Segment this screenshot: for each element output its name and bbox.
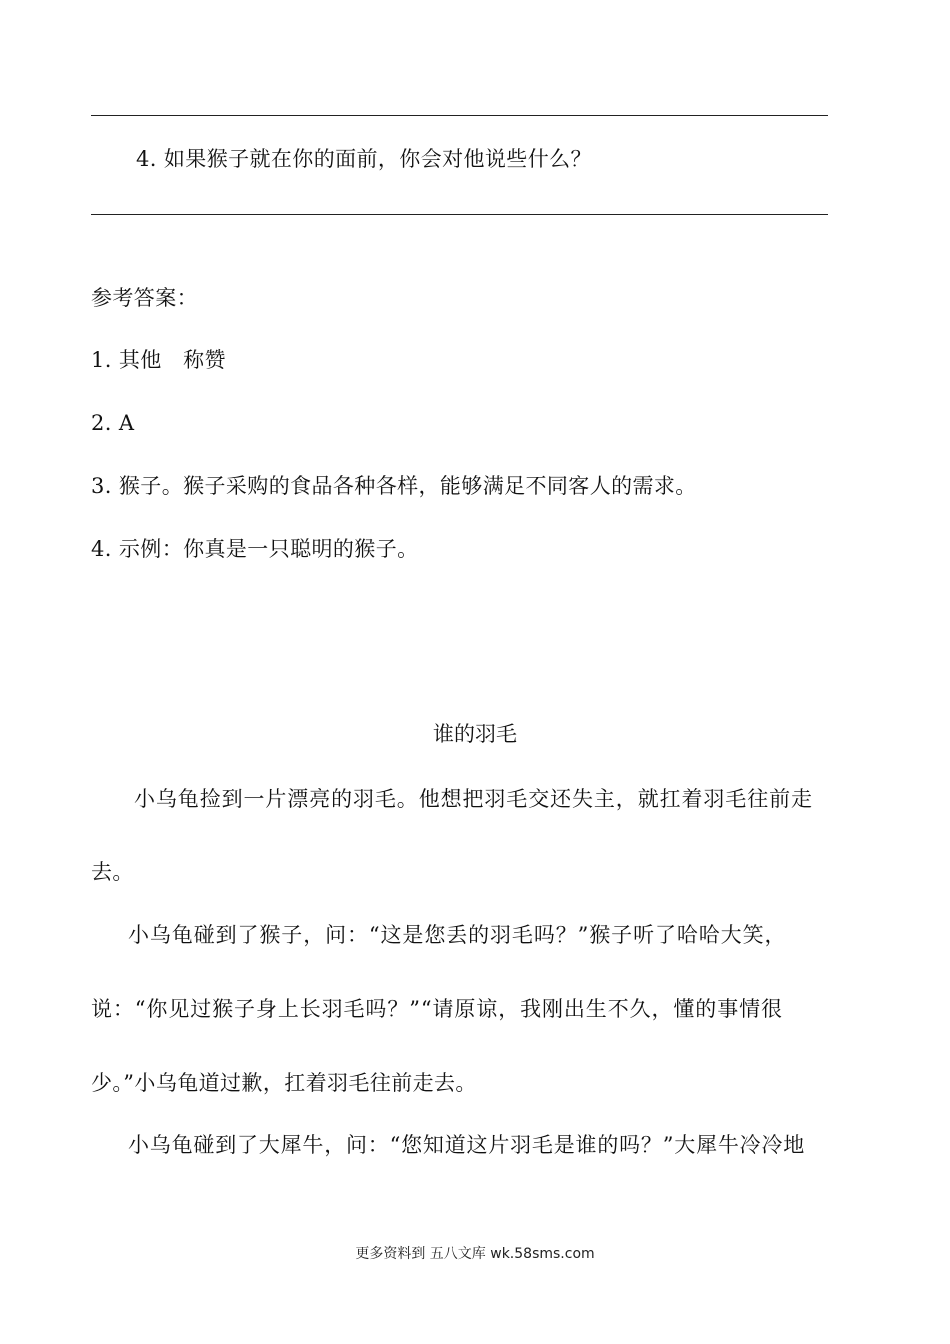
story-line-3: 小乌龟碰到了猴子，问：“这是您丢的羽毛吗？”猴子听了哈哈大笑，: [128, 923, 787, 947]
story-line-1: 小乌龟捡到一片漂亮的羽毛。他想把羽毛交还失主，就扛着羽毛往前走: [134, 787, 813, 811]
answers-heading: 参考答案：: [91, 286, 198, 310]
answer-item-3: 3. 猴子。猴子采购的食品各种各样，能够满足不同客人的需求。: [91, 474, 697, 498]
answer-line-3: [91, 115, 828, 116]
answer-item-2: 2. A: [91, 411, 135, 435]
story-line-4: 说：“你见过猴子身上长羽毛吗？”“请原谅，我刚出生不久，懂的事情很: [91, 997, 783, 1021]
story-title: 谁的羽毛: [433, 722, 517, 746]
story-line-6: 小乌龟碰到了大犀牛，问：“您知道这片羽毛是谁的吗？”大犀牛冷冷地: [128, 1133, 806, 1157]
story-line-5: 少。”小乌龟道过歉，扛着羽毛往前走去。: [91, 1071, 477, 1095]
question-4: 4. 如果猴子就在你的面前，你会对他说些什么？: [136, 147, 592, 171]
answer-item-4: 4. 示例：你真是一只聪明的猴子。: [91, 537, 419, 561]
footer-source: 更多资料到 五八文库 wk.58sms.com: [355, 1246, 595, 1262]
story-line-2: 去。: [91, 860, 134, 884]
answer-line-4: [91, 214, 828, 215]
answer-item-1: 1. 其他 称赞: [91, 348, 226, 372]
